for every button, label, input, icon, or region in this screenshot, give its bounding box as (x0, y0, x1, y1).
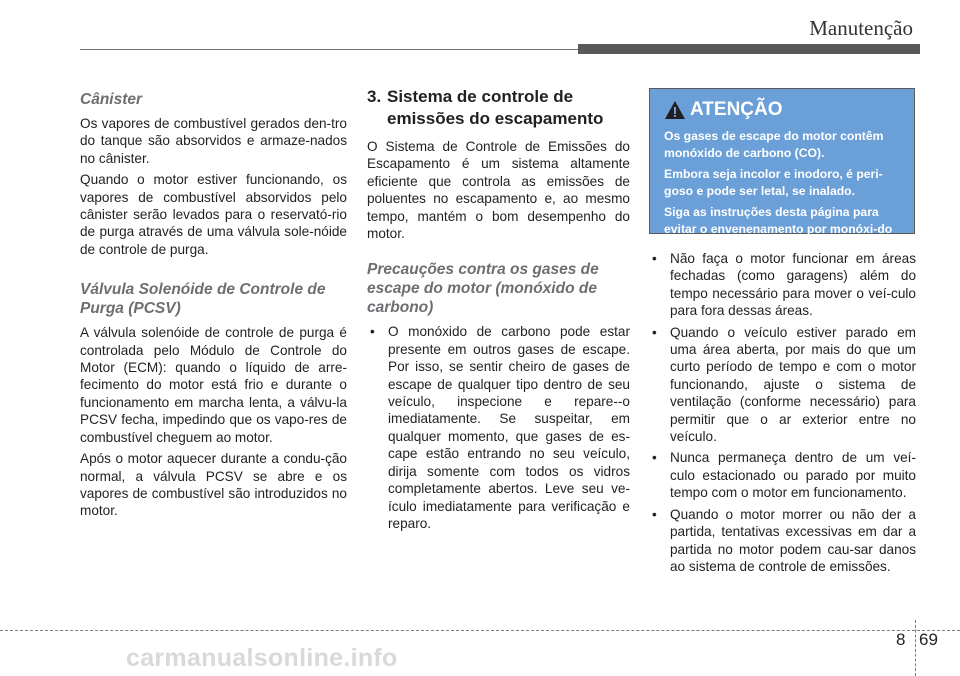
footer-divider (915, 620, 916, 676)
header-rule-thin (80, 49, 580, 50)
chapter-number: 8 (896, 630, 906, 649)
warning-triangle-icon (664, 100, 686, 120)
bullet-mark: • (652, 251, 657, 266)
list-item-text: Nunca permaneça dentro de um veí-culo estacionado ou parado por muito tempo com o motor em funcionamento. (670, 450, 916, 501)
subheading-canister: Cânister (80, 91, 143, 108)
list-item (649, 506, 916, 576)
warning-box (649, 88, 915, 253)
list-item (649, 449, 916, 501)
header-rule-thick (578, 44, 920, 54)
subheading-precautions: Precauções contra os gases de escape do motor (monóxido de carbono) (367, 261, 599, 317)
list-item (367, 323, 630, 532)
footer-rule (0, 630, 960, 631)
page-header-title: Manutenção (809, 16, 913, 40)
bullet-list (649, 250, 916, 575)
list-item-text: Não faça o motor funcionar em áreas fechadas (como garagens) além do tempo necessário para mover o veí-culo para fora dessas áreas. (670, 251, 916, 319)
warning-title: ATENÇÃO (690, 99, 783, 120)
left-column (80, 86, 347, 524)
bullet-mark: • (370, 324, 375, 340)
list-item-text: Quando o veículo estiver parado em uma área aberta, por mais do que um curto período de tempo e com o motor funcionando, ajuste o sistema de ventilação (conforme necessário) para permitir que o ar exterior entre no veículo. (670, 324, 916, 445)
paragraph: Os vapores de combustível gerados den-tro do tanque são absorvidos e armaze-nados no cânister. (80, 116, 347, 166)
bullet-mark: • (652, 450, 657, 466)
paragraph: A válvula solenóide de controle de purga é controlada pelo Módulo de Controle do Motor (ECM): quando o líquido de arre-fecimento do motor está frio e durante o funcionamento em marcha lenta, a válvu-la PCSV fecha, impedindo que os vapo-res de combustível cheguem ao motor. (80, 325, 347, 445)
warning-text: Siga as instruções desta página para evitar o envenenamento por monóxi-do de carbono. (664, 205, 893, 253)
page-number: 69 (919, 630, 938, 649)
paragraph: Quando o motor estiver funcionando, os vapores de combustível absorvidos pelo cânister serão levados para o reservató-rio de purga através de uma válvula sole-nóide de controle de purga. (80, 172, 347, 257)
bullet-mark: • (652, 506, 657, 522)
bullet-mark: • (652, 324, 657, 340)
watermark: carmanualsonline.info (126, 644, 398, 672)
warning-text: Os gases de escape do motor contêm monóxido de carbono (CO). (664, 129, 884, 160)
section-number: 3. (367, 87, 382, 106)
bullet-list (367, 323, 630, 532)
list-item-text: Quando o motor morrer ou não der a partida, tentativas excessivas em dar a partida no motor podem cau-sar danos ao sistema de controle de emissões. (670, 506, 916, 574)
list-item-text: O monóxido de carbono pode estar presente em outros gases de escape. Por isso, se sentir cheiro de gases de escape de qualquer tipo dentro de seu veículo, inspecione e repare--o imediatamente. Se suspeitar, em qualquer momento, que gases de es-cape estão entrando no seu veículo, dirija somente com todos os vidros completamente abertos. Leve seu ve-ículo imediatamente para verificação e reparo. (388, 324, 630, 531)
paragraph: Após o motor aquecer durante a condu-ção normal, a válvula PCSV se abre e os vapores de combustível são introduzidos no motor. (80, 451, 347, 519)
middle-column (367, 86, 630, 536)
list-item (649, 250, 916, 320)
subheading-pcsv: Válvula Solenóide de Controle de Purga (PCSV) (80, 281, 326, 318)
list-item (649, 324, 916, 446)
paragraph: O Sistema de Controle de Emissões do Escapamento é um sistema altamente eficiente que controla as emissões de poluentes no escapamento e, ao mesmo tempo, mantém o bom desempenho do motor. (367, 139, 630, 242)
warning-title-row (664, 99, 900, 121)
section-title: Sistema de controle de emissões do escapamento (387, 87, 604, 128)
warning-text: Embora seja incolor e inodoro, é peri-goso e pode ser letal, se inalado. (664, 167, 883, 198)
section-heading (367, 86, 630, 130)
right-column (649, 88, 916, 579)
